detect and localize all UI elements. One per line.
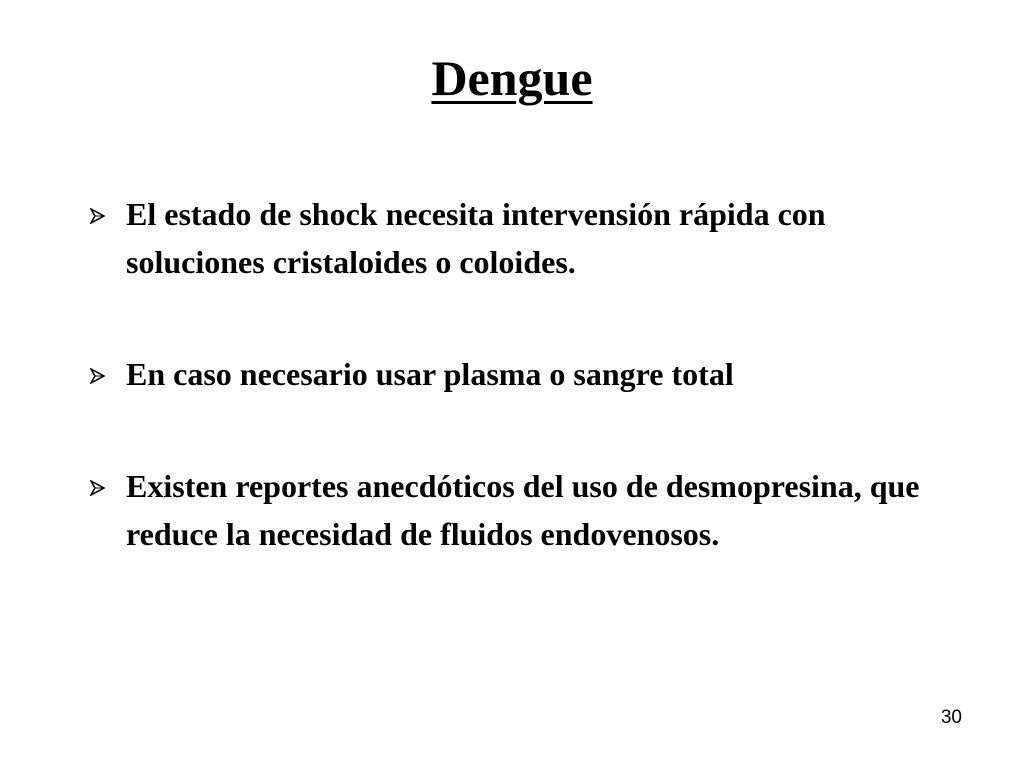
bullet-item [88, 462, 948, 558]
arrowhead-bullet-icon [88, 462, 112, 510]
bullet-item [88, 350, 948, 398]
bullet-list [88, 190, 948, 622]
arrowhead-bullet-icon [88, 190, 112, 238]
arrowhead-bullet-icon [88, 350, 112, 398]
page-number: 30 [940, 707, 962, 728]
bullet-text: El estado de shock necesita intervensión rápida con soluciones cristaloides o coloides. [126, 196, 826, 280]
bullet-item [88, 190, 948, 286]
bullet-text: Existen reportes anecdóticos del uso de desmopresina, que reduce la necesidad de fluidos endovenosos. [126, 468, 920, 552]
slide-title-text: Dengue [431, 50, 593, 106]
slide-title [0, 48, 1024, 108]
bullet-text: En caso necesario usar plasma o sangre total [126, 356, 734, 392]
